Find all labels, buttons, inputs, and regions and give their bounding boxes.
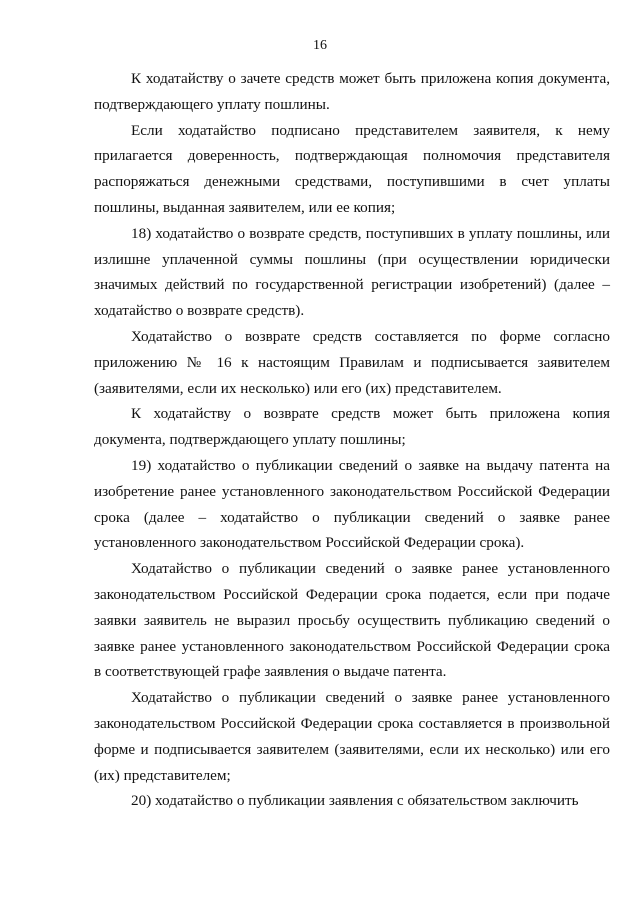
document-body	[94, 66, 610, 814]
paragraph-5: К ходатайству о возврате средств может быть приложена копия документа, подтверждающего уплату пошлины;	[94, 405, 610, 449]
paragraph-2: Если ходатайство подписано представителем заявителя, к нему прилагается доверенность, подтверждающая полномочия представителя распоряжаться денежными средствами, поступившими в счет уплаты пошлины, выданная заявителем, или ее копия;	[94, 121, 610, 216]
paragraph-6: 19) ходатайство о публикации сведений о заявке на выдачу патента на изобретение ранее установленного законодательством Российской Федерации срока (далее – ходатайство о публикации сведений о заявке ранее установленного законодательством Российской Федерации срока).	[94, 456, 610, 552]
paragraph-4: Ходатайство о возврате средств составляется по форме согласно приложению № 16 к настоящим Правилам и подписывается заявителем (заявителями, если их несколько) или его (их) представителем.	[94, 327, 610, 397]
page-number: 16	[313, 38, 327, 53]
paragraph-3: 18) ходатайство о возврате средств, поступивших в уплату пошлины, или излишне уплаченной суммы пошлины (при осуществлении юридически значимых действий по государственной регистрации изобретений) (далее – ходатайство о возврате средств).	[94, 224, 610, 320]
paragraph-7: Ходатайство о публикации сведений о заявке ранее установленного законодательством Российской Федерации срока подается, если при подаче заявки заявитель не выразил просьбу осуществить публикацию сведений о заявке ранее установленного законодательством Российской Федерации срока в соответствующей графе заявления о выдаче патента.	[94, 560, 610, 681]
paragraph-8: Ходатайство о публикации сведений о заявке ранее установленного законодательством Российской Федерации срока составляется в произвольной форме и подписывается заявителем (заявителями, если их несколько) или его (их) представителем;	[94, 689, 610, 784]
paragraph-9: 20) ходатайство о публикации заявления с обязательством заключить	[131, 792, 579, 810]
paragraph-1: К ходатайству о зачете средств может быть приложена копия документа, подтверждающего уплату пошлины.	[94, 70, 610, 113]
